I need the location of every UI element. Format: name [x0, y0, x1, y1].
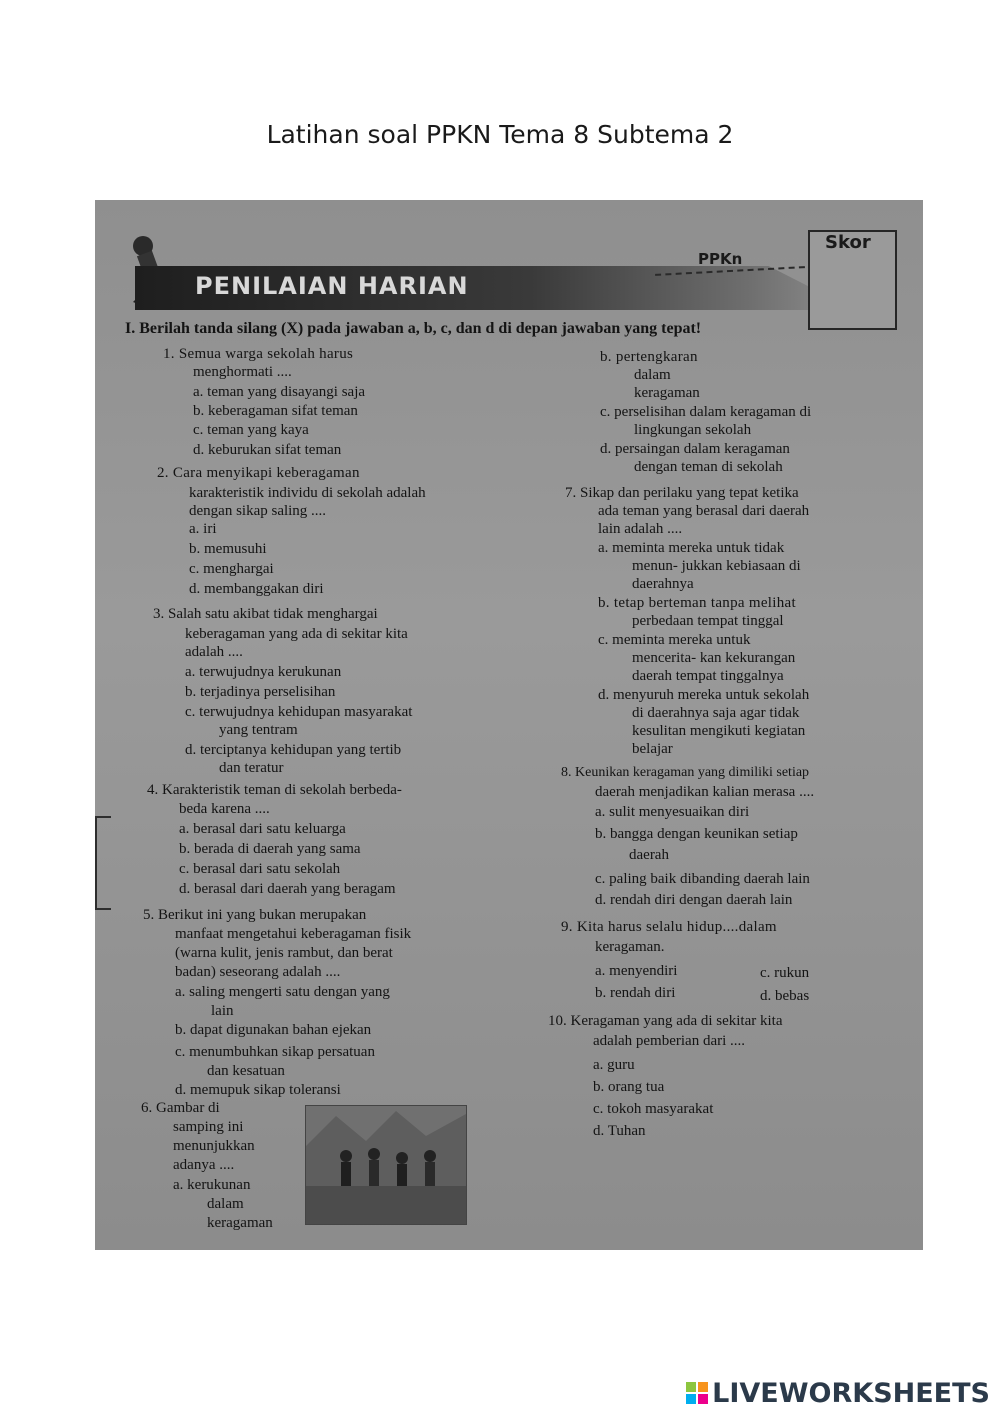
option-cont: belajar [632, 741, 673, 757]
option-cont: mencerita- kan kekurangan [632, 650, 796, 666]
option[interactable]: c. rukun [760, 965, 810, 981]
option[interactable]: b. orang tua [593, 1079, 665, 1095]
option-cont: daerah [629, 847, 669, 863]
question-text: menunjukkan [173, 1138, 255, 1154]
option-cont: dengan teman di sekolah [634, 459, 783, 475]
option[interactable]: b. terjadinya perselisihan [185, 684, 336, 700]
option-cont: lain [211, 1003, 234, 1019]
option[interactable]: d. memupuk sikap toleransi [175, 1082, 341, 1098]
question-8: 8. Keunikan keragaman yang dimiliki setiap [561, 765, 810, 780]
option-cont: kesulitan mengikuti kegiatan [632, 723, 806, 739]
option[interactable]: a. guru [593, 1057, 635, 1073]
option-cont: daerah tempat tinggalnya [632, 668, 784, 684]
question-5: 5. Berikut ini yang bukan merupakan [143, 907, 367, 923]
option-cont: dalam [634, 367, 671, 383]
option[interactable]: a. iri [189, 521, 217, 537]
option[interactable]: d. berasal dari daerah yang beragam [179, 881, 396, 897]
option[interactable]: a. berasal dari satu keluarga [179, 821, 346, 837]
bracket-mark [95, 816, 111, 910]
option[interactable]: b. dapat digunakan bahan ejekan [175, 1022, 372, 1038]
option-cont: menun- jukkan kebiasaan di [632, 558, 801, 574]
option[interactable]: d. keburukan sifat teman [193, 442, 342, 458]
option-cont: lingkungan sekolah [634, 422, 752, 438]
question-text: daerah menjadikan kalian merasa .... [595, 784, 815, 800]
question-text: beda karena .... [179, 801, 270, 817]
option[interactable]: b. rendah diri [595, 985, 676, 1001]
question-2: 2. Cara menyikapi keberagaman [157, 465, 360, 481]
question-text: keberagaman yang ada di sekitar kita [185, 626, 408, 642]
option[interactable]: c. teman yang kaya [193, 422, 309, 438]
scanned-worksheet [95, 200, 923, 1250]
brand-name: LIVEWORKSHEETS [712, 1378, 990, 1409]
question-9: 9. Kita harus selalu hidup....dalam [561, 919, 777, 935]
question-text: karakteristik individu di sekolah adalah [189, 485, 426, 501]
option[interactable]: c. paling baik dibanding daerah lain [595, 871, 810, 887]
brand-logo [686, 1378, 990, 1409]
option-cont: dalam [207, 1196, 244, 1212]
question-text: lain adalah .... [598, 521, 683, 537]
option[interactable]: c. perselisihan dalam keragaman di [600, 404, 812, 420]
question-text: badan) seseorang adalah .... [175, 964, 341, 980]
question-text: samping ini [173, 1119, 244, 1135]
grid-logo-icon [686, 1382, 708, 1404]
option-cont: di daerahnya saja agar tidak [632, 705, 800, 721]
option[interactable]: c. meminta mereka untuk [598, 632, 751, 648]
option-cont: keragaman [634, 385, 700, 401]
question-text: adalah pemberian dari .... [593, 1033, 746, 1049]
option-cont: keragaman [207, 1215, 273, 1231]
page-title: Latihan soal PPKN Tema 8 Subtema 2 [266, 120, 734, 149]
option-cont: yang tentram [219, 722, 298, 738]
option[interactable]: a. menyendiri [595, 963, 678, 979]
option[interactable]: b. berada di daerah yang sama [179, 841, 361, 857]
option[interactable]: b. keberagaman sifat teman [193, 403, 358, 419]
option[interactable]: c. menghargai [189, 561, 274, 577]
question-6: 6. Gambar di [141, 1100, 220, 1116]
option[interactable]: d. rendah diri dengan daerah lain [595, 892, 793, 908]
question-text: manfaat mengetahui keberagaman fisik [175, 926, 412, 942]
question-text: menghormati .... [193, 364, 292, 380]
question-text: adanya .... [173, 1157, 235, 1173]
instruction: I. Berilah tanda silang (X) pada jawaban a, b, c, dan d di depan jawaban yang tepat! [125, 320, 702, 337]
question-text: ada teman yang berasal dari daerah [598, 503, 810, 519]
option-cont: dan kesatuan [207, 1063, 285, 1079]
option[interactable]: c. tokoh masyarakat [593, 1101, 714, 1117]
option[interactable]: a. saling mengerti satu dengan yang [175, 984, 390, 1000]
question-text: (warna kulit, jenis rambut, dan berat [175, 945, 393, 961]
option[interactable]: d. terciptanya kehidupan yang tertib [185, 742, 402, 758]
option[interactable]: a. sulit menyesuaikan diri [595, 804, 750, 820]
option[interactable]: c. berasal dari satu sekolah [179, 861, 341, 877]
option[interactable]: a. meminta mereka untuk tidak [598, 540, 785, 556]
children-photo [305, 1105, 467, 1225]
option[interactable]: b. memusuhi [189, 541, 267, 557]
option[interactable]: b. bangga dengan keunikan setiap [595, 826, 798, 842]
question-text: keragaman. [595, 939, 665, 955]
header-title: PENILAIAN HARIAN [195, 272, 469, 300]
option-cont: daerahnya [632, 576, 694, 592]
option[interactable]: b. tetap berteman tanpa melihat [598, 595, 796, 611]
question-3: 3. Salah satu akibat tidak menghargai [153, 606, 378, 622]
option[interactable]: d. persaingan dalam keragaman [600, 441, 790, 457]
option[interactable]: d. menyuruh mereka untuk sekolah [598, 687, 810, 703]
option[interactable]: a. terwujudnya kerukunan [185, 664, 342, 680]
question-4: 4. Karakteristik teman di sekolah berbeda- [147, 782, 402, 798]
option[interactable]: d. bebas [760, 988, 810, 1004]
question-text: adalah .... [185, 644, 243, 660]
option[interactable]: a. kerukunan [173, 1177, 251, 1193]
subject-label: PPKn [698, 250, 743, 268]
question-7: 7. Sikap dan perilaku yang tepat ketika [565, 485, 799, 501]
question-text: dengan sikap saling .... [189, 503, 327, 519]
option[interactable]: c. menumbuhkan sikap persatuan [175, 1044, 375, 1060]
question-1: 1. Semua warga sekolah harus [163, 346, 354, 362]
option[interactable]: d. Tuhan [593, 1123, 646, 1139]
option-cont: perbedaan tempat tinggal [632, 613, 784, 629]
question-10: 10. Keragaman yang ada di sekitar kita [548, 1013, 783, 1029]
option[interactable]: d. membanggakan diri [189, 581, 324, 597]
option[interactable]: c. terwujudnya kehidupan masyarakat [185, 704, 413, 720]
option-cont: dan teratur [219, 760, 284, 776]
option[interactable]: a. teman yang disayangi saja [193, 384, 366, 400]
option[interactable]: b. pertengkaran [600, 349, 698, 365]
score-label: Skor [825, 232, 871, 253]
